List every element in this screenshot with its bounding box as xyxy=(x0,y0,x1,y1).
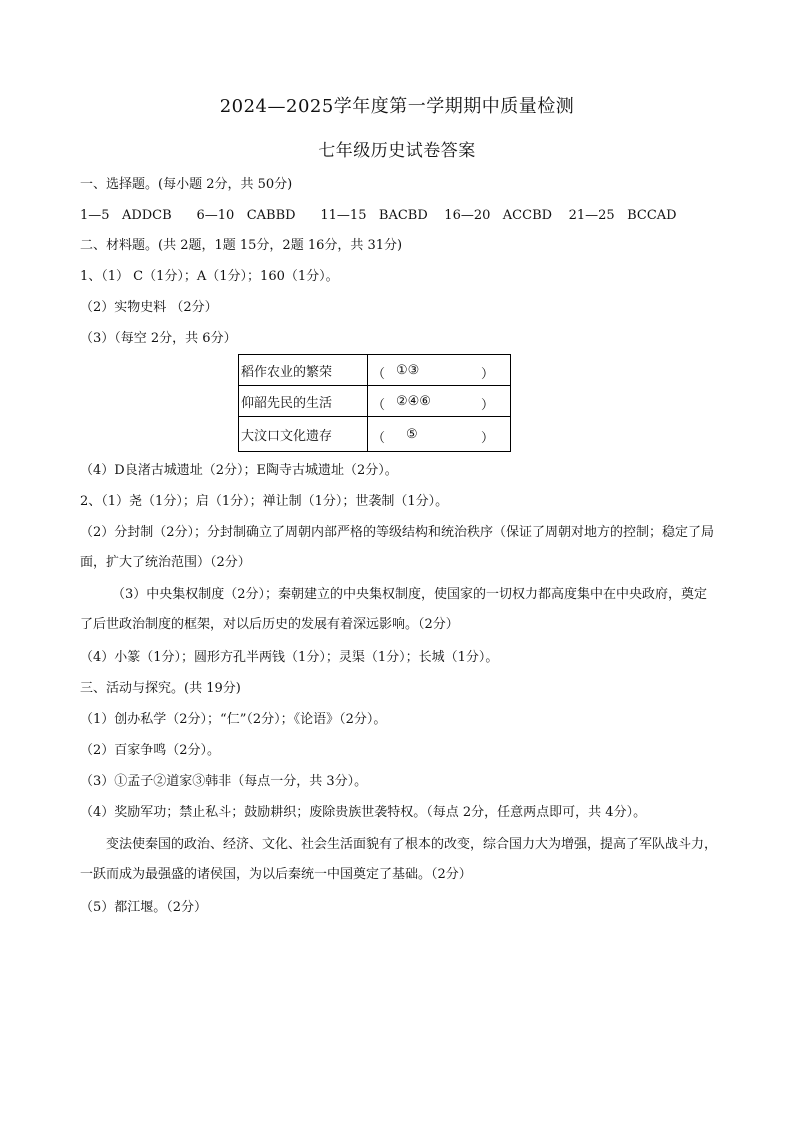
culture-matching-table xyxy=(238,354,511,452)
answer-range: 11—15 xyxy=(320,208,367,223)
answer-letters: BCCAD xyxy=(627,208,677,223)
answer-range: 21—25 xyxy=(568,208,615,223)
answer-letters: BACBD xyxy=(378,208,428,223)
section2-heading: 二、材料题。(共 2题，1题 15分，2题 16分，共 31分) xyxy=(80,238,403,253)
close-paren: ） xyxy=(480,430,494,446)
s2-q1-part1: 1、（1） C（1分）；A（1分）；160（1分）。 xyxy=(80,269,339,284)
s2-q1-part2: （2）实物史料 （2分） xyxy=(80,300,218,315)
table-row xyxy=(239,417,511,452)
open-paren: （ xyxy=(372,430,386,446)
close-paren: ） xyxy=(480,366,494,382)
s3-q4-paragraph: 变法使秦国的政治、经济、文化、社会生活面貌有了根本的改变，综合国力大为增强，提高了军队战斗力，一跃而成为最强盛的诸侯国，为以后秦统一中国奠定了基础。（2分） xyxy=(80,837,718,882)
page-subtitle: 七年级历史试卷答案 xyxy=(318,141,476,161)
table-value-cell xyxy=(368,417,511,452)
s2-q1-part3: （3）（每空 2分，共 6分） xyxy=(80,331,237,346)
s3-q2: （2）百家争鸣（2分）。 xyxy=(80,743,221,758)
s3-q3: （3）①孟子②道家③韩非（每点一分，共 3分）。 xyxy=(80,774,368,789)
table-value-cell xyxy=(368,386,511,417)
table-value: ①③ xyxy=(396,362,420,378)
s2-q2-part1: 2、（1）尧（1分）；启（1分）；禅让制（1分）；世袭制（1分）。 xyxy=(80,494,449,509)
table-label: 仰韶先民的生活 xyxy=(239,386,368,417)
s2-q2-part3: （3）中央集权制度（2分）；秦朝建立的中央集权制度，使国家的一切权力都高度集中在中央政府，奠定了后世政治制度的框架，对以后历史的发展有着深远影响。（2分） xyxy=(80,587,708,632)
table-value-cell xyxy=(368,355,511,386)
answer-letters: CABBD xyxy=(246,208,296,223)
answer-range: 1—5 xyxy=(80,208,110,223)
choice-answers-row xyxy=(80,207,677,225)
table-label: 稻作农业的繁荣 xyxy=(239,355,368,386)
s2-q2-part2: （2）分封制（2分）；分封制确立了周朝内部严格的等级结构和统治秩序（保证了周朝对地方的控制；稳定了局面，扩大了统治范围）（2分） xyxy=(80,525,715,570)
table-row xyxy=(239,355,511,386)
s3-q5: （5）都江堰。（2分） xyxy=(80,900,208,915)
answer-range: 6—10 xyxy=(196,208,235,223)
s2-q1-part4: （4）D良渚古城遗址（2分）；E陶寺古城遗址（2分）。 xyxy=(80,463,398,478)
table-label: 大汶口文化遗存 xyxy=(239,417,368,452)
page-title: 2024—2025学年度第一学期期中质量检测 xyxy=(219,96,575,117)
s2-q2-part4: （4）小篆（1分）；圆形方孔半两钱（1分）；灵渠（1分）；长城（1分）。 xyxy=(80,650,499,665)
s3-q4: （4）奖励军功；禁止私斗；鼓励耕织；废除贵族世袭特权。（每点 2分，任意两点即可，共 4分）。 xyxy=(80,805,647,820)
answer-letters: ACCBD xyxy=(502,208,553,223)
table-row xyxy=(239,386,511,417)
s3-q1: （1）创办私学（2分）；“仁”（2分）；《论语》（2分）。 xyxy=(80,712,387,727)
close-paren: ） xyxy=(480,397,494,413)
table-value: ⑤ xyxy=(406,426,418,442)
table-value: ②④⑥ xyxy=(396,393,431,409)
open-paren: （ xyxy=(372,397,386,413)
section3-heading: 三、活动与探究。(共 19分) xyxy=(80,681,241,696)
open-paren: （ xyxy=(372,366,386,382)
section1-heading: 一、选择题。(每小题 2分，共 50分) xyxy=(80,177,293,192)
answer-range: 16—20 xyxy=(444,208,491,223)
answer-letters: ADDCB xyxy=(121,208,172,223)
